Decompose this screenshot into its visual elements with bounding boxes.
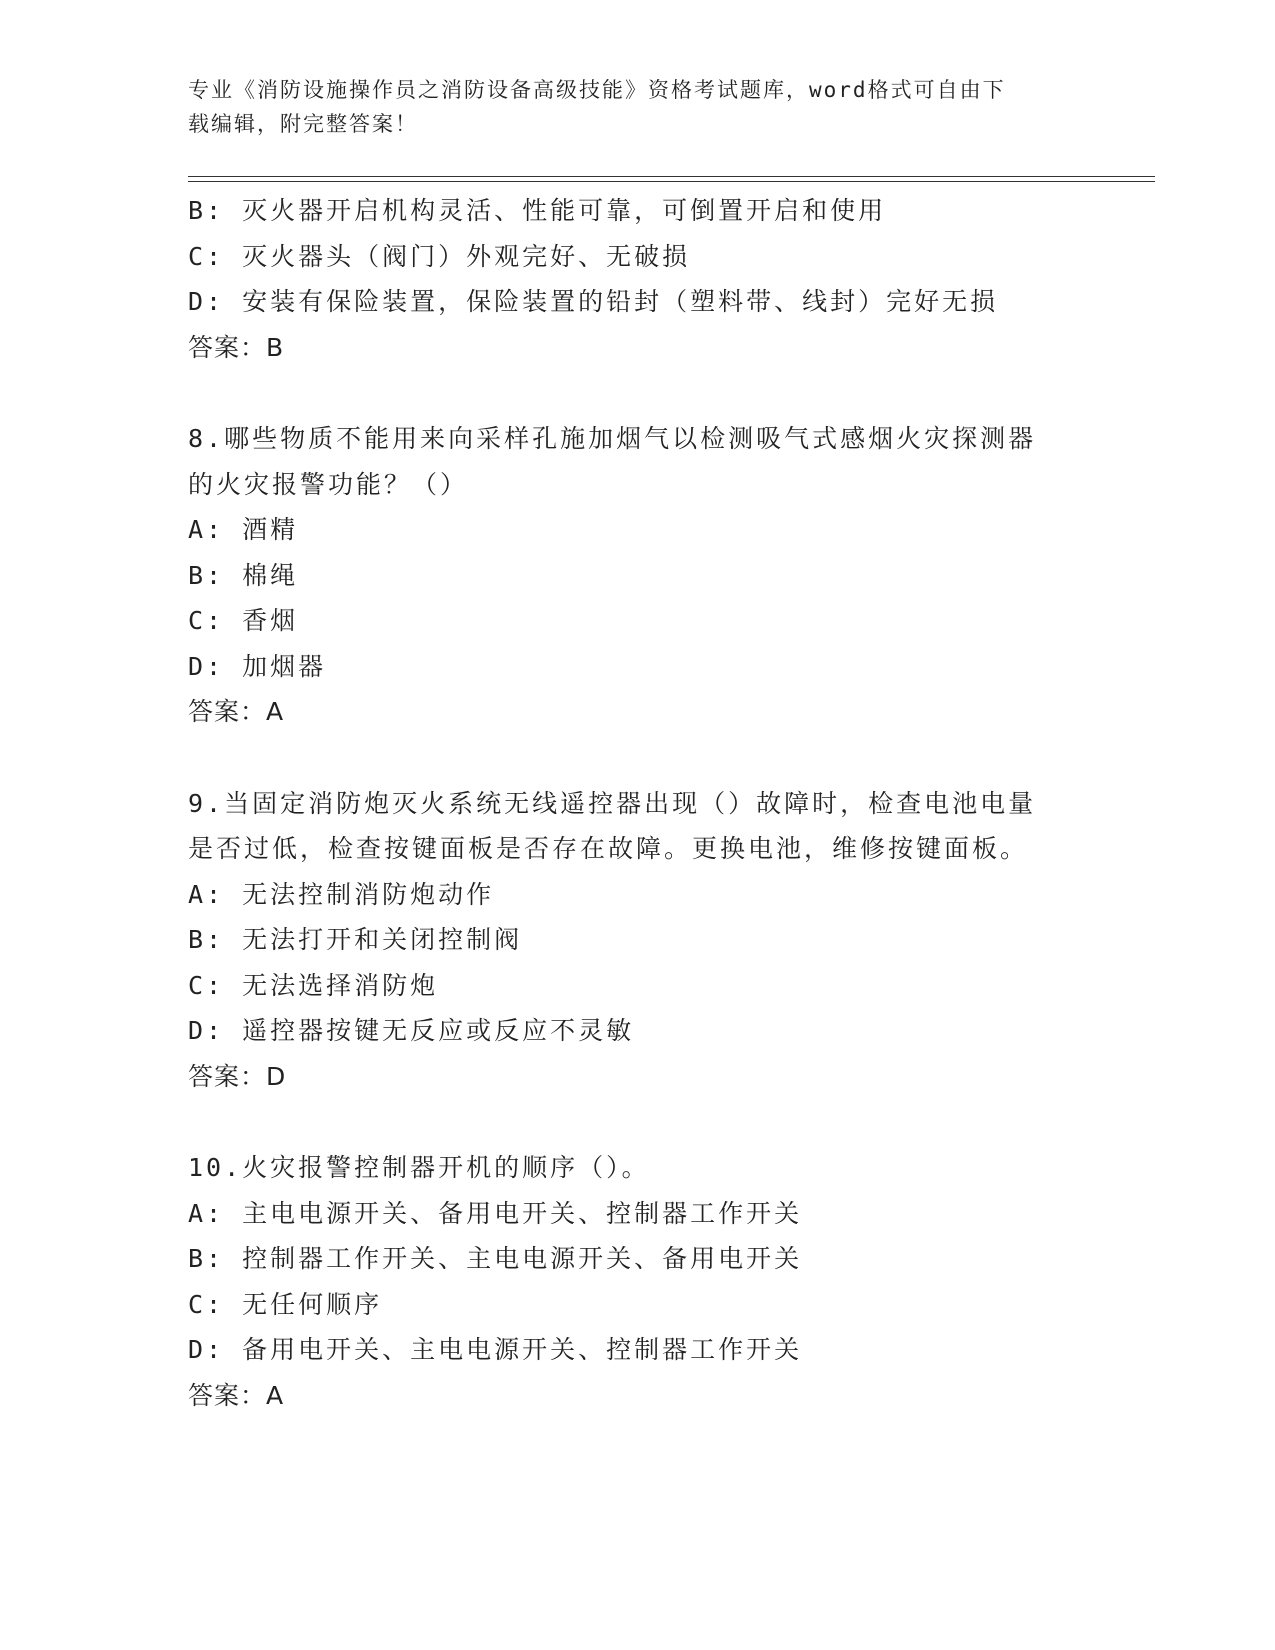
q8-option-b: B: 棉绳 (188, 560, 299, 590)
q7-option-d: D: 安装有保险装置，保险装置的铅封（塑料带、线封）完好无损 (188, 287, 999, 316)
header-line-2: 载编辑，附完整答案！ (188, 112, 418, 136)
document-header (188, 73, 1088, 141)
q8-option-c: C: 香烟 (188, 606, 299, 635)
spacer (188, 735, 1088, 781)
question-9 (188, 781, 1088, 1100)
question-10 (188, 1145, 1088, 1418)
q7-answer: 答案：B (188, 332, 285, 362)
question-8 (188, 416, 1088, 735)
question-7-tail (188, 188, 1088, 370)
q8-answer: 答案：A (188, 697, 285, 726)
q7-option-b: B: 灭火器开启机构灵活、性能可靠，可倒置开启和使用 (188, 196, 887, 225)
header-divider-top (188, 176, 1155, 177)
header-divider-bottom (188, 181, 1155, 182)
q9-stem-line-1: 9.当固定消防炮灭火系统无线遥控器出现（）故障时，检查电池电量 (188, 788, 1037, 818)
q10-stem-line-1: 10.火灾报警控制器开机的顺序（）。 (188, 1153, 650, 1182)
q9-option-d: D: 遥控器按键无反应或反应不灵敏 (188, 1016, 635, 1045)
q10-option-a: A: 主电电源开关、备用电开关、控制器工作开关 (188, 1198, 803, 1228)
q10-answer: 答案：A (188, 1380, 285, 1410)
spacer (188, 1099, 1088, 1145)
question-list (188, 188, 1088, 1418)
q8-stem-line-1: 8.哪些物质不能用来向采样孔施加烟气以检测吸气式感烟火灾探测器 (188, 424, 1037, 453)
q7-option-c: C: 灭火器头（阀门）外观完好、无破损 (188, 241, 691, 271)
q9-answer: 答案：D (188, 1061, 287, 1091)
q9-option-b: B: 无法打开和关闭控制阀 (188, 925, 523, 954)
q8-option-d: D: 加烟器 (188, 651, 327, 681)
q10-option-c: C: 无任何顺序 (188, 1289, 383, 1319)
q9-option-c: C: 无法选择消防炮 (188, 970, 439, 1000)
q9-option-a: A: 无法控制消防炮动作 (188, 879, 495, 909)
q10-option-b: B: 控制器工作开关、主电电源开关、备用电开关 (188, 1244, 803, 1273)
spacer (188, 370, 1088, 416)
q10-option-d: D: 备用电开关、主电电源开关、控制器工作开关 (188, 1335, 803, 1364)
q9-stem-line-2: 是否过低，检查按键面板是否存在故障。更换电池，维修按键面板。 (188, 834, 1029, 863)
q8-stem-line-2: 的火灾报警功能？（） (188, 469, 469, 499)
q8-option-a: A: 酒精 (188, 515, 299, 544)
header-line-1: 专业《消防设施操作员之消防设备高级技能》资格考试题库，word格式可自由下 (188, 78, 1006, 102)
